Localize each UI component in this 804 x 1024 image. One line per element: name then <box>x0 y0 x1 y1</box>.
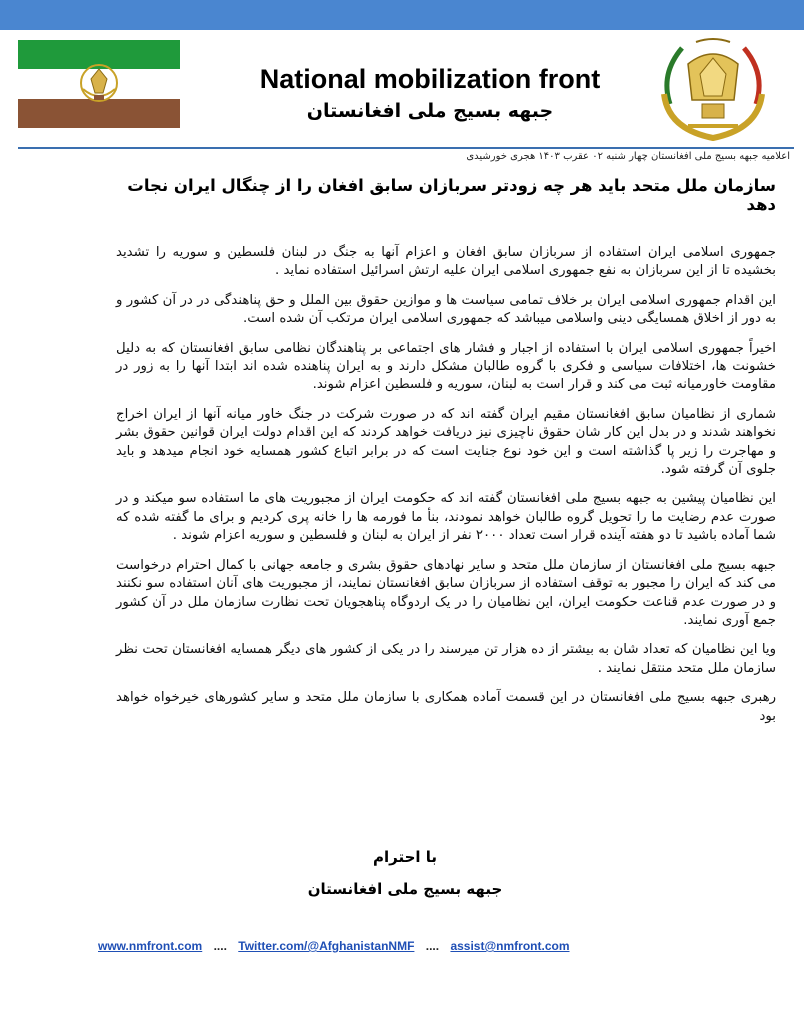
paragraph-4: شماری از نظامیان سابق افغانستان مقیم ایران گفته اند که در صورت شرکت در جنگ خاور میانه آنها از ایران اخراج نخواهند شدند و در بدل این کار شان حقوق ناچیزی نیز دریافت خواهد کردند که این اقدام دولت ایران قوانین حقوق بشر و مهاجرت را زیر پا گذاشته است و این خود نوع جنایت است که در برابر اتباع کشور همسایه خود انجام میدهد و باید جلوی آن گرفته شود. <box>116 406 776 478</box>
nmf-flag-logo <box>18 40 180 128</box>
paragraph-6: جبهه بسیج ملی افغانستان از سازمان ملل متحد و سایر نهادهای حقوق بشری و جامعه جهانی با کمال احترام درخواست می کند که ایران را مجبور به توقف استفاده از سربازان سابق افغانستان نمایند، از مجبوریت های آنان استفاده سو نکنند و در صورت عدم قناعت حکومت ایران، این نظامیان را در یک اردوگاه پناهجویان تحت نظارت سازمان ملل در آن کشور جمع آوری نمایند. <box>116 557 776 628</box>
afghanistan-emblem-icon <box>648 34 778 146</box>
twitter-link[interactable]: Twitter.com/@AfghanistanNMF <box>238 939 415 953</box>
footer-separator: .... <box>425 939 440 953</box>
headline: سازمان ملل متحد باید هر چه زودتر سربازان سابق افغان را از چنگال ایران نجات دهد <box>127 176 776 214</box>
dateline: اعلامیه جبهه بسیج ملی افغانستان چهار شنبه ۰۲ عقرب ۱۴۰۳ هجری خورشیدی <box>466 151 790 162</box>
closing <box>300 848 510 912</box>
top-blue-bar <box>0 0 804 30</box>
footer-links <box>98 939 698 953</box>
paragraph-2: این اقدام جمهوری اسلامی ایران بر خلاف تمامی سیاست ها و موازین حقوق بین الملل و حق پناهندگی در در آن کشور و به دور از اخلاق همسایگی دینی واسلامی میباشد که جمهوری اسلامی ایران مرتکب آن شده است. <box>116 292 776 327</box>
paragraph-7: ویا این نظامیان که تعداد شان به بیشتر از ده هزار تن میرسند را در یکی از کشور های دیگر همسایه افغانستان تحت نظر سازمان ملل متحد منتقل نمایند . <box>116 642 776 676</box>
paragraph-8: رهبری جبهه بسیج ملی افغانستان در این قسمت آماده همکاری با سازمان ملل متحد و سایر کشورهای خیرخواه خواهد بود <box>116 690 776 724</box>
closing-signature: جبهه بسیج ملی افغانستان <box>307 880 503 898</box>
flag-emblem-icon <box>74 59 124 107</box>
title-persian: جبهه بسیج ملی افغانستان <box>306 100 554 122</box>
title-english: National mobilization front <box>259 64 601 94</box>
header-divider <box>18 147 794 149</box>
paragraph-5: این نظامیان پیشین به جبهه بسیج ملی افغانستان گفته اند که حکومت ایران از مجبوریت های ما استفاده سو میکند و در صورت عدم رضایت ما را تحویل گروه طالبان خواهد نمودند، بنأ ما فورمه ها را خانه پری کردیم و برای ما گفته شده که شما آماده باشید تا دو هفته آینده قرار است تعداد ۲۰۰۰ نفر از ایران به لبنان و فلسطین و سوریه اعزام شوند . <box>116 491 776 544</box>
body-text <box>116 244 776 737</box>
paragraph-3: اخیراً جمهوری اسلامی ایران با استفاده از اجبار و فشار های اجتماعی بر پناهندگان نظامی سابق افغانستان که به دلیل خشونت ها، اختلافات سیاسی و فکری با گروه طالبان مشکل دارند و به ایران پناهنده شده اند ابتدا آنها را به زور در مقاومت خاورمیانه ثبت می کند و قرار است به لبنان، سوریه و فلسطین اعزام شوند. <box>116 340 776 393</box>
paragraph-1: جمهوری اسلامی ایران استفاده از سربازان سابق افغان و اعزام آنها به جنگ در لبنان فلسطین و سوریه را تشدید بخشیده تا از این سربازان به نفع جمهوری اسلامی ایران علیه ارتش اسرائیل استفاده نماید . <box>116 245 776 279</box>
footer-separator: .... <box>213 939 227 953</box>
closing-regards: با احترام <box>372 848 438 866</box>
email-link[interactable]: assist@nmfront.com <box>450 939 570 953</box>
website-link[interactable]: www.nmfront.com <box>98 939 203 953</box>
